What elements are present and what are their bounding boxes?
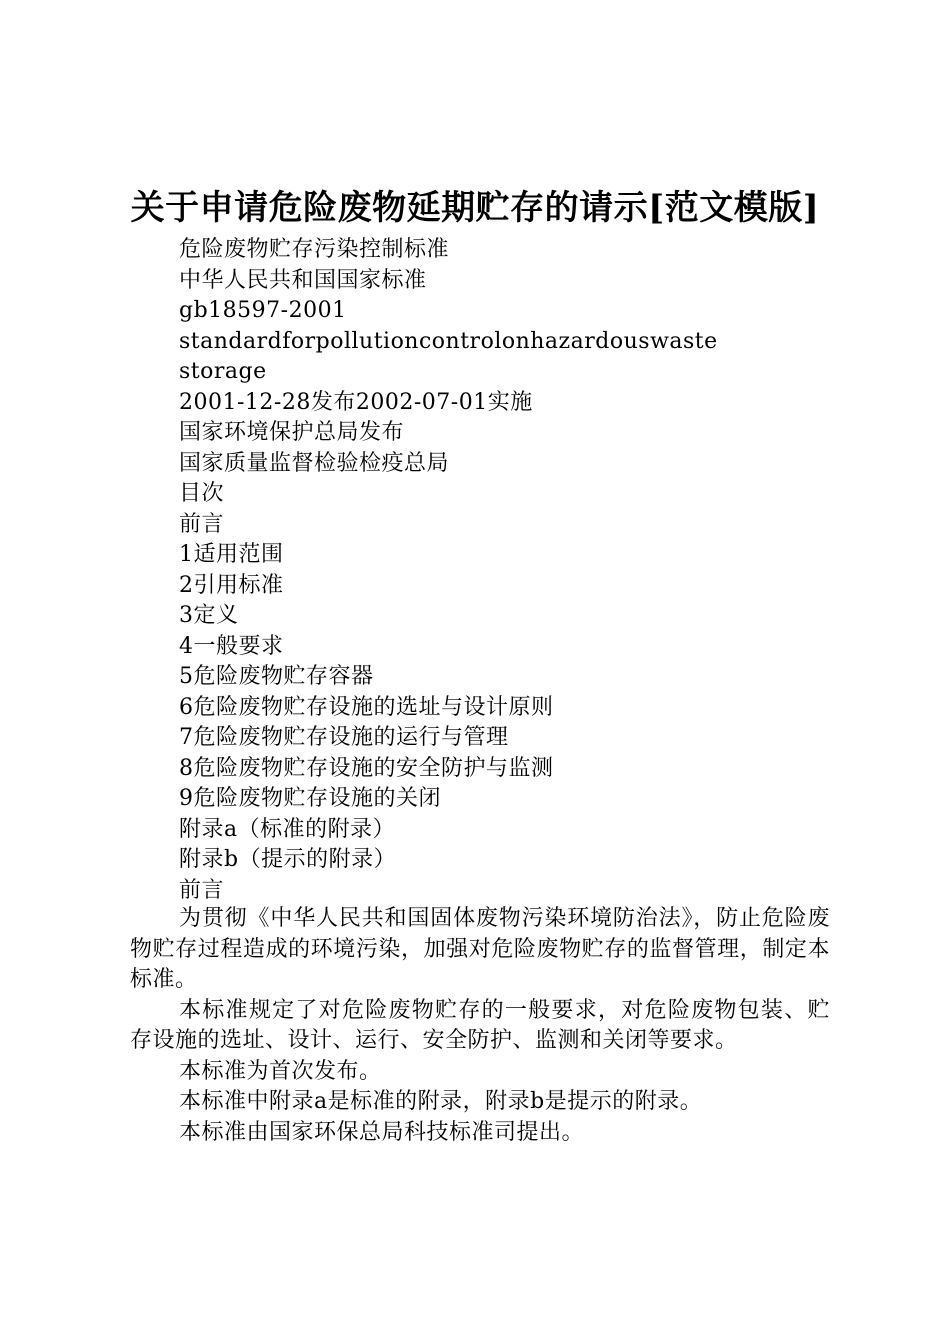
toc-item: 1适用范围 bbox=[179, 542, 284, 567]
line-issuer-2: 国家质量监督检验检疫总局 bbox=[179, 450, 450, 476]
toc-item: 7危险废物贮存设施的运行与管理 bbox=[179, 725, 509, 750]
toc-item: 6危险废物贮存设施的选址与设计原则 bbox=[179, 694, 554, 720]
paragraph: 本标准为首次发布。 bbox=[179, 1058, 382, 1084]
line-dates: 2001-12-28发布2002-07-01实施 bbox=[179, 389, 533, 415]
line-standard-code: gb18597-2001 bbox=[179, 298, 347, 323]
line-english-title-cont: storage bbox=[179, 359, 267, 384]
line-english-title: standardforpollutioncontrolonhazardouswaste bbox=[179, 328, 718, 354]
toc-item: 附录b（提示的附录） bbox=[179, 847, 397, 872]
toc-item: 2引用标准 bbox=[179, 572, 284, 598]
foreword-body bbox=[130, 904, 830, 1148]
line-standard-name: 危险废物贮存污染控制标准 bbox=[179, 237, 450, 262]
toc-item: 3定义 bbox=[179, 603, 239, 628]
line-national-standard: 中华人民共和国国家标准 bbox=[179, 267, 427, 293]
toc-item: 5危险废物贮存容器 bbox=[179, 664, 374, 689]
paragraph: 本标准规定了对危险废物贮存的一般要求，对危险废物包装、贮存设施的选址、设计、运行、安全防护、监测和关闭等要求。 bbox=[130, 997, 830, 1053]
section-heading-foreword: 前言 bbox=[179, 877, 225, 903]
toc-item: 前言 bbox=[179, 511, 225, 537]
toc-item: 8危险废物贮存设施的安全防护与监测 bbox=[179, 755, 554, 781]
line-issuer-1: 国家环境保护总局发布 bbox=[179, 420, 405, 445]
toc-item: 附录a（标准的附录） bbox=[179, 816, 396, 842]
toc-item: 9危险废物贮存设施的关闭 bbox=[179, 786, 441, 811]
paragraph: 本标准由国家环保总局科技标准司提出。 bbox=[179, 1119, 585, 1145]
document-title: 关于申请危险废物延期贮存的请示[范文模版] bbox=[130, 188, 820, 228]
toc-item: 4一般要求 bbox=[179, 633, 284, 659]
toc-heading: 目次 bbox=[179, 481, 225, 506]
paragraph: 为贯彻《中华人民共和国固体废物污染环境防治法》，防止危险废物贮存过程造成的环境污染，加强对危险废物贮存的监督管理，制定本标准。 bbox=[130, 906, 830, 992]
document-line-list bbox=[179, 235, 839, 906]
paragraph: 本标准中附录a是标准的附录，附录b是提示的附录。 bbox=[179, 1089, 703, 1114]
